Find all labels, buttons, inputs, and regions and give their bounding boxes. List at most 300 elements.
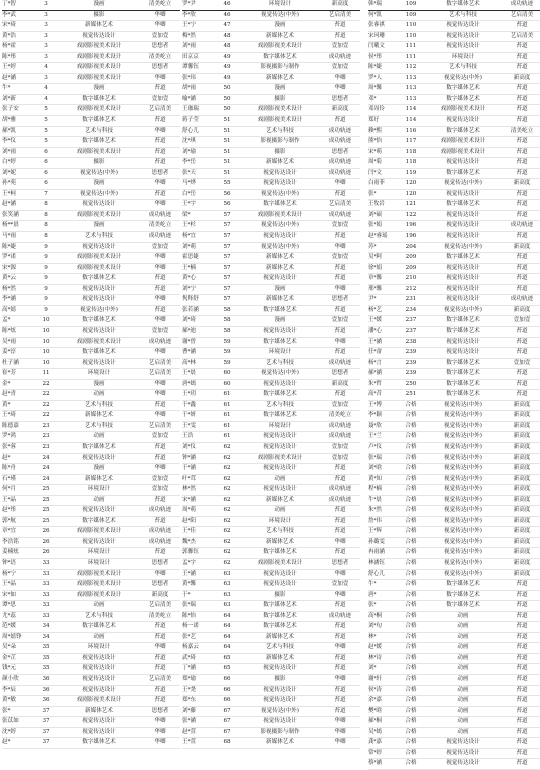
table-row <box>2 570 180 581</box>
major-cell: 摄影 <box>274 148 286 155</box>
studio-cell: 艺启清美 <box>148 676 172 682</box>
major-cell: 艺术与科技 <box>449 64 477 71</box>
major-cell: 数字媒体艺术 <box>82 138 116 145</box>
rank-cell: 9 <box>44 264 48 271</box>
studio-cell: 壹加壹 <box>151 32 169 39</box>
studio-cell: 壹加壹 <box>151 243 169 250</box>
studio-cell: 壹加壹 <box>331 454 349 461</box>
rank-cell: 67 <box>223 718 231 725</box>
student-name-cell: 韩*瑞 <box>368 1 382 7</box>
studio-cell: 新高度 <box>151 591 169 598</box>
table-row <box>368 475 540 486</box>
table-row <box>182 11 360 22</box>
studio-cell: 苔道 <box>516 581 528 588</box>
results-table-left <box>2 0 180 749</box>
major-cell: 漫画 <box>274 85 286 92</box>
rank-cell: 62 <box>223 454 231 461</box>
major-cell: 动画 <box>274 507 286 514</box>
rank-cell: 46 <box>223 1 231 7</box>
rank-cell: 36 <box>42 697 50 704</box>
rank-cell: 4 <box>44 64 48 71</box>
student-name-cell: 赵*涵 <box>2 201 16 208</box>
rank-cell: 61 <box>223 401 231 408</box>
studio-cell: 华卿 <box>154 644 166 651</box>
major-cell: 艺术与科技 <box>85 233 113 240</box>
student-name-cell: 梅*然 <box>182 32 196 39</box>
table-row <box>368 422 540 433</box>
student-name-cell: 吴*嫣 <box>368 728 382 735</box>
rank-cell: 37 <box>42 707 50 714</box>
table-row <box>182 633 360 644</box>
studio-cell: 壹加壹 <box>513 359 531 366</box>
rank-cell: 113 <box>405 74 417 81</box>
student-name-cell: 于* <box>182 591 191 598</box>
major-cell: 视觉传达(中外) <box>444 559 482 566</box>
rank-cell: 25 <box>42 496 50 503</box>
student-name-cell: 苏* <box>368 243 377 250</box>
student-name-cell: 张*蓉 <box>2 443 16 450</box>
major-cell: 戏剧影视美术设计 <box>76 591 122 598</box>
major-cell: 新媒体艺术 <box>266 496 294 503</box>
major-cell: 数字媒体艺术 <box>263 412 297 419</box>
studio-cell: 苔道 <box>516 211 528 218</box>
table-row <box>2 21 180 32</box>
student-name-cell: 颜小欣 <box>2 676 19 682</box>
major-cell: 戏剧影视美术设计 <box>257 454 303 461</box>
table-row <box>368 369 540 380</box>
table-row <box>182 243 360 254</box>
student-name-cell: 王*晶 <box>2 581 16 588</box>
student-name-cell: 尹* <box>368 296 377 303</box>
rank-cell: 22 <box>42 391 50 398</box>
student-name-cell: 张*玮 <box>182 74 196 81</box>
table-row <box>2 591 180 602</box>
table-row <box>182 707 360 718</box>
studio-cell: 壹加壹 <box>331 443 349 450</box>
studio-cell: 新高度 <box>513 496 531 503</box>
table-row <box>368 728 540 739</box>
major-cell: 视觉传达(中外) <box>80 190 118 197</box>
major-cell: 视觉传达设计 <box>446 296 480 303</box>
studio-cell: 新高度 <box>513 475 531 482</box>
student-name-cell: 邢*馨 <box>368 285 382 292</box>
studio-cell: 苔道 <box>516 159 528 166</box>
major-cell: 视觉传达设计 <box>82 538 116 545</box>
student-name-cell: 李浩铭 <box>2 538 19 545</box>
student-name-cell: 梁* <box>182 211 191 218</box>
student-name-cell: 武*琦 <box>182 654 196 661</box>
student-name-cell: 陈*舟 <box>2 465 16 472</box>
student-name-cell: 于*鑫 <box>182 401 196 408</box>
major-cell: 视觉传达(中外) <box>80 306 118 313</box>
student-name-cell: 吴*阿 <box>368 254 382 261</box>
major-cell: 数字媒体艺术 <box>263 391 297 398</box>
studio-cell: 成功轨迹 <box>148 211 172 218</box>
rank-cell: 239 <box>405 359 417 366</box>
major-cell: 视觉传达设计 <box>82 285 116 292</box>
table-row <box>182 380 360 391</box>
rank-cell: 122 <box>405 211 417 218</box>
table-row <box>368 675 540 686</box>
major-cell: 戏剧影视美术设计 <box>76 338 122 345</box>
table-row <box>368 759 540 770</box>
studio-cell: 新高度 <box>513 306 531 313</box>
rank-cell: 3 <box>44 22 48 29</box>
studio-cell: 成功轨迹 <box>328 612 352 619</box>
major-cell: 视觉传达设计 <box>446 22 480 29</box>
major-cell: 戏剧影视美术设计 <box>76 528 122 535</box>
rank-cell: 59 <box>223 359 231 366</box>
student-name-cell: 黄*浩 <box>2 32 16 39</box>
studio-cell: 苔道 <box>516 264 528 271</box>
studio-cell: 苔道 <box>516 644 528 651</box>
table-row <box>368 570 540 581</box>
table-row <box>2 63 180 74</box>
student-name-cell: 魏*杰 <box>182 538 196 545</box>
studio-cell: 苔道 <box>334 633 346 640</box>
studio-cell: 成功轨迹 <box>148 538 172 545</box>
studio-cell: 华卿 <box>154 180 166 187</box>
student-name-cell: 王*媛 <box>368 317 382 324</box>
student-name-cell: 周*馨 <box>368 85 382 92</box>
major-cell: 视觉传达设计 <box>263 443 297 450</box>
table-row <box>182 221 360 232</box>
student-name-cell: 胡*雨 <box>182 85 196 92</box>
rank-cell: 50 <box>223 106 231 113</box>
major-cell: 动画 <box>457 654 469 661</box>
student-name-cell: 舒心儿 <box>182 127 199 134</box>
table-row <box>368 454 540 465</box>
student-name-cell: 罗*鸿 <box>2 433 16 440</box>
rank-cell: 9 <box>44 296 48 303</box>
studio-cell: 苔道 <box>154 285 166 292</box>
studio-cell: 苔道 <box>154 190 166 197</box>
studio-cell: 华卿 <box>334 243 346 250</box>
major-cell: 环境设计 <box>87 370 111 377</box>
student-name-cell: 沈*婷 <box>2 728 16 735</box>
major-cell: 艺术与科技 <box>85 612 113 619</box>
table-row <box>2 53 180 64</box>
rank-cell: 合格 <box>405 676 417 682</box>
studio-cell: 壹加壹 <box>331 43 349 50</box>
student-name-cell: 章*宜 <box>2 528 16 535</box>
student-name-cell: 杨**晨 <box>2 222 19 229</box>
major-cell: 新媒体艺术 <box>266 633 294 640</box>
table-row <box>2 485 180 496</box>
rank-cell: 合格 <box>405 686 417 693</box>
rank-cell: 57 <box>223 254 231 261</box>
rank-cell: 209 <box>405 254 417 261</box>
rank-cell: 117 <box>405 138 417 145</box>
table-row <box>2 538 180 549</box>
table-row <box>182 63 360 74</box>
rank-cell: 119 <box>405 169 417 176</box>
major-cell: 影视摄影与制作 <box>260 64 300 71</box>
rank-cell: 合格 <box>405 517 417 524</box>
rank-cell: 49 <box>223 64 231 71</box>
rank-cell: 8 <box>44 222 48 229</box>
rank-cell: 51 <box>223 138 231 145</box>
student-name-cell: 赖*熙 <box>368 127 382 134</box>
table-row <box>2 327 180 338</box>
major-cell: 数字媒体艺术 <box>82 275 116 282</box>
major-cell: 视觉传达设计 <box>82 654 116 661</box>
table-row <box>368 274 540 285</box>
table-row <box>182 200 360 211</box>
studio-cell: 成功轨迹 <box>510 222 534 229</box>
rank-cell: 239 <box>405 349 417 356</box>
rank-cell: 210 <box>405 275 417 282</box>
table-row <box>2 359 180 370</box>
major-cell: 动画 <box>457 676 469 682</box>
table-row <box>2 390 180 401</box>
studio-cell: 苔道 <box>516 739 528 746</box>
table-row <box>368 21 540 32</box>
rank-cell: 60 <box>223 370 231 377</box>
major-cell: 动画 <box>457 612 469 619</box>
table-row <box>182 717 360 728</box>
table-row <box>368 401 540 412</box>
student-name-cell: 赵*阳 <box>182 517 196 524</box>
student-name-cell: 刘*仪 <box>182 443 196 450</box>
studio-cell: 壹加壹 <box>331 222 349 229</box>
major-cell: 数字媒体艺术 <box>82 623 116 630</box>
rank-cell: 68 <box>223 739 231 746</box>
student-name-cell: 刘*瑜 <box>182 148 196 155</box>
major-cell: 新媒体艺术 <box>266 538 294 545</box>
studio-cell: 华卿 <box>154 380 166 387</box>
major-cell: 新媒体艺术 <box>266 296 294 303</box>
studio-cell: 成功轨迹 <box>328 486 352 493</box>
student-name-cell: 王*兰 <box>368 433 382 440</box>
table-row <box>182 728 360 739</box>
rank-cell: 5 <box>44 138 48 145</box>
major-cell: 戏剧影视美术设计 <box>440 138 486 145</box>
studio-cell: 壹加壹 <box>151 327 169 334</box>
major-cell: 动画 <box>457 665 469 672</box>
studio-cell: 艺启清美 <box>148 422 172 429</box>
rank-cell: 34 <box>42 623 50 630</box>
major-cell: 视觉传达设计 <box>82 676 116 682</box>
table-row <box>2 643 180 654</box>
table-row <box>368 749 540 760</box>
student-name-cell: 黄*敏 <box>2 697 16 704</box>
rank-cell: 合格 <box>405 496 417 503</box>
rank-cell: 49 <box>223 74 231 81</box>
major-cell: 数字媒体艺术 <box>446 1 480 7</box>
student-name-cell: 牛*晨 <box>368 496 382 503</box>
major-cell: 视觉传达设计 <box>82 507 116 514</box>
major-cell: 视觉传达(中外) <box>261 707 299 714</box>
studio-cell: 华卿 <box>154 349 166 356</box>
table-row <box>368 127 540 138</box>
rank-cell: 合格 <box>405 612 417 619</box>
major-cell: 视觉传达设计 <box>446 264 480 271</box>
student-name-cell: 黄*云 <box>2 275 16 282</box>
major-cell: 戏剧影视美术设计 <box>76 211 122 218</box>
table-row <box>368 137 540 148</box>
rank-cell: 合格 <box>405 697 417 704</box>
student-name-cell: 周*萌 <box>182 507 196 514</box>
student-name-cell: 牛* <box>368 581 377 588</box>
table-row <box>182 496 360 507</box>
table-row <box>368 295 540 306</box>
table-row <box>2 306 180 317</box>
rank-cell: 61 <box>223 412 231 419</box>
major-cell: 视觉传达设计 <box>82 728 116 735</box>
table-row <box>182 654 360 665</box>
student-name-cell: 赵* <box>2 739 11 746</box>
studio-cell: 苔道 <box>516 380 528 387</box>
student-name-cell: 王*佳 <box>182 528 196 535</box>
studio-cell: 艺启清美 <box>510 11 534 18</box>
table-row <box>2 622 180 633</box>
table-row <box>368 707 540 718</box>
student-name-cell: 刘*琦 <box>182 317 196 324</box>
student-name-cell: 王*萱 <box>182 739 196 746</box>
studio-cell: 新高度 <box>513 454 531 461</box>
rank-cell: 118 <box>405 148 417 155</box>
rank-cell: 62 <box>223 517 231 524</box>
table-row <box>182 42 360 53</box>
student-name-cell: 白*岳 <box>182 190 196 197</box>
studio-cell: 华卿 <box>154 317 166 324</box>
studio-cell: 苔道 <box>516 148 528 155</box>
major-cell: 动画 <box>457 707 469 714</box>
studio-cell: 成功轨迹 <box>328 496 352 503</box>
student-name-cell: 杨嘉云 <box>182 644 199 651</box>
table-row <box>182 32 360 43</box>
major-cell: 视觉传达设计 <box>446 749 480 756</box>
studio-cell: 苔道 <box>516 665 528 672</box>
student-name-cell: 丁*涵 <box>182 665 196 672</box>
student-name-cell: 郝*凯 <box>2 127 16 134</box>
major-cell: 视觉传达设计 <box>82 243 116 250</box>
student-name-cell: 李*涵 <box>2 296 16 303</box>
major-cell: 戏剧影视美术设计 <box>76 697 122 704</box>
major-cell: 数字媒体艺术 <box>263 201 297 208</box>
table-row <box>368 63 540 74</box>
studio-cell: 苔道 <box>516 64 528 71</box>
table-row <box>182 580 360 591</box>
table-row <box>182 359 360 370</box>
rank-cell: 合格 <box>405 602 417 609</box>
table-row <box>368 0 540 11</box>
rank-cell: 118 <box>405 159 417 166</box>
major-cell: 环境设计 <box>268 1 292 7</box>
major-cell: 视觉传达(中外) <box>80 169 118 176</box>
student-name-cell: 喻*涵 <box>182 95 196 102</box>
studio-cell: 苔道 <box>334 233 346 240</box>
major-cell: 新媒体艺术 <box>266 264 294 271</box>
student-name-cell: 林* <box>368 633 377 640</box>
major-cell: 戏剧影视美术设计 <box>76 581 122 588</box>
studio-cell: 新高度 <box>513 74 531 81</box>
table-row <box>368 338 540 349</box>
rank-cell: 61 <box>223 433 231 440</box>
major-cell: 视觉传达设计 <box>446 211 480 218</box>
major-cell: 新媒体艺术 <box>266 254 294 261</box>
rank-cell: 合格 <box>405 665 417 672</box>
major-cell: 数字媒体艺术 <box>446 169 480 176</box>
major-cell: 视觉传达设计 <box>263 718 297 725</box>
table-row <box>182 158 360 169</box>
studio-cell: 苔道 <box>516 43 528 50</box>
studio-cell: 苔道 <box>516 169 528 176</box>
studio-cell: 成功轨迹 <box>328 53 352 60</box>
major-cell: 视觉传达设计 <box>446 233 480 240</box>
student-name-cell: 邓周伶 <box>368 106 385 113</box>
rank-cell: 57 <box>223 264 231 271</box>
rank-cell: 231 <box>405 296 417 303</box>
student-name-cell: 章*馨 <box>368 275 382 282</box>
student-name-cell: 罗*尹 <box>182 1 196 7</box>
major-cell: 视觉传达设计 <box>446 349 480 356</box>
major-cell: 视觉传达(中外) <box>261 222 299 229</box>
table-row <box>368 443 540 454</box>
table-row <box>368 11 540 22</box>
major-cell: 视觉传达设计 <box>82 296 116 303</box>
studio-cell: 思想者 <box>151 707 169 714</box>
major-cell: 数字媒体艺术 <box>82 95 116 102</box>
major-cell: 戏剧影视美术设计 <box>76 53 122 60</box>
studio-cell: 苔道 <box>516 676 528 682</box>
table-row <box>182 348 360 359</box>
table-row <box>2 211 180 222</box>
major-cell: 戏剧影视美术设计 <box>76 43 122 50</box>
table-row <box>368 95 540 106</box>
studio-cell: 思想者 <box>151 43 169 50</box>
student-name-cell: 龚*嘉 <box>368 739 382 746</box>
rank-cell: 9 <box>44 306 48 313</box>
rank-cell: 合格 <box>405 728 417 735</box>
studio-cell: 苔道 <box>154 549 166 556</box>
studio-cell: 思想者 <box>151 559 169 566</box>
studio-cell: 思想者 <box>151 581 169 588</box>
studio-cell: 华卿 <box>334 644 346 651</box>
major-cell: 数字媒体艺术 <box>263 602 297 609</box>
studio-cell: 苔道 <box>154 665 166 672</box>
major-cell: 数字媒体艺术 <box>446 581 480 588</box>
table-row <box>2 475 180 486</box>
rank-cell: 62 <box>223 528 231 535</box>
student-name-cell: 谢*轩 <box>368 676 382 682</box>
major-cell: 视觉传达设计 <box>263 686 297 693</box>
rank-cell: 3 <box>44 53 48 60</box>
student-name-cell: 张*涵 <box>182 718 196 725</box>
rank-cell: 5 <box>44 106 48 113</box>
rank-cell: 110 <box>405 32 417 39</box>
student-name-cell: 陈*婕 <box>368 64 382 71</box>
rank-cell: 111 <box>405 53 417 60</box>
table-row <box>182 485 360 496</box>
student-name-cell: 马*烨 <box>182 180 196 187</box>
student-name-cell: 曹*涵 <box>182 349 196 356</box>
student-name-cell: 潘*心 <box>368 327 382 334</box>
table-row <box>2 42 180 53</box>
major-cell: 漫画 <box>93 465 105 472</box>
major-cell: 视觉传达设计 <box>263 180 297 187</box>
table-row <box>182 432 360 443</box>
rank-cell: 65 <box>223 665 231 672</box>
table-row <box>182 411 360 422</box>
student-name-cell: 樊*晗 <box>368 707 382 714</box>
table-row <box>368 190 540 201</box>
student-name-cell: 杨*然 <box>2 285 16 292</box>
student-name-cell: 刘*雨 <box>2 148 16 155</box>
studio-cell: 华卿 <box>334 338 346 345</box>
major-cell: 动画 <box>457 623 469 630</box>
